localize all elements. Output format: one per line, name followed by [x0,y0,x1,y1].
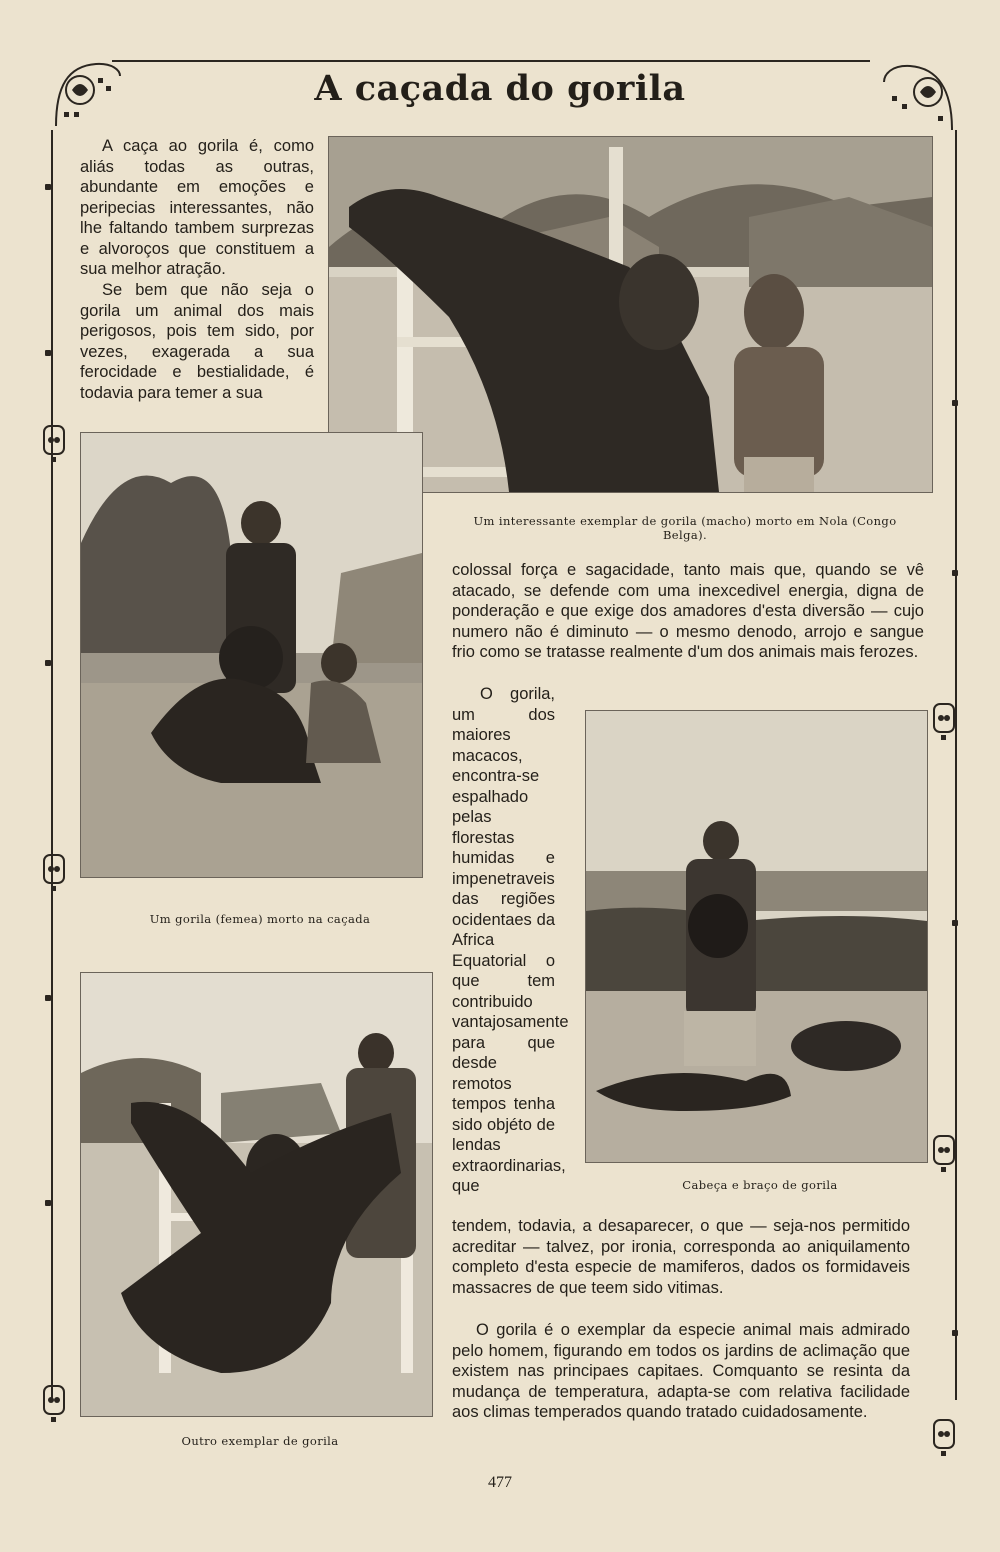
frame-dot [45,350,51,356]
photo-female-gorilla [80,432,423,878]
photo-female-gorilla-image [81,433,422,877]
side-ornament-icon [932,1134,956,1174]
corner-ornament-right-icon [872,56,958,136]
side-ornament-icon [42,424,66,464]
side-ornament-icon [42,1384,66,1424]
frame-dot [952,920,958,926]
corner-ornament-left-icon [50,56,126,132]
frame-right-rule [955,130,957,1400]
frame-dot [952,400,958,406]
article-title: A caçada do gorila [314,68,686,109]
frame-dot [952,570,958,576]
frame-dot [45,1200,51,1206]
photo-another-gorilla [80,972,433,1417]
paragraph-intro-2: Se bem que não seja o gorila um animal dos mais perigosos, pois tem sido, por vezes, exagerada a sua ferocidade e bestialidade, é todavia para temer a sua [80,281,314,402]
frame-dot [45,660,51,666]
paragraph-last: O gorila é o exemplar da especie animal mais admirado pelo homem, figurando em todos os jardins de aclimação que existem nas principaes capitaes. Comquanto se resinta da mudança de temperatura, adapta-se com relativa facilidade aos climas temperados quando tratado cuidadosamente. [452,1321,910,1421]
side-ornament-icon [932,702,956,742]
paragraph-narrow-column: O gorila, um dos maiores macacos, encontra-se espalhado pelas florestas humidas e impenetraveis das regiões ocidentaes da Africa Equatorial o que tem contribuido vantajosamente para que desde remotos tempos tenha sido objéto de lendas extraordinarias, que [452,685,569,1195]
frame-dot [45,995,51,1001]
side-ornament-icon [42,853,66,893]
frame-dot [45,184,51,190]
caption-photo2: Um gorila (femea) morto na caçada [149,912,371,926]
caption-photo4: Outro exemplar de gorila [181,1434,339,1448]
caption-photo3: Cabeça e braço de gorila [682,1178,838,1192]
paragraph-intro-1: A caça ao gorila é, como aliás todas as outras, abundante em emoções e peripecias interessantes, não lhe faltando tambem surprezas e alvoroços que constituem a sua melhor atração. [80,137,314,278]
photo-gorilla-head-arm [585,710,928,1163]
photo-another-gorilla-image [81,973,432,1416]
page-number: 477 [488,1474,512,1491]
paragraph-continuation: colossal força e sagacidade, tanto mais que, quando se vê atacado, se defende com uma inexcedivel energia, digna de ponderação e que exige dos amadores d'esta diversão — cujo numero não é diminuto — o mesmo denodo, arrojo e sangue frio como se tratasse realmente d'um dos animais mais ferozes. [452,561,924,661]
frame-left-rule [51,130,53,1400]
photo-gorilla-head-arm-image [586,711,927,1162]
frame-top-rule [112,60,870,62]
caption-photo1: Um interessante exemplar de gorila (macho) morto em Nola (Congo Belga). [473,514,897,542]
side-ornament-icon [932,1418,956,1458]
paragraph-wide-rest: tendem, todavia, a desaparecer, o que — seja-nos permitido acreditar — talvez, por ironia, corresponda ao aniquilamento completo d'esta especie de mamiferos, dados os formidaveis massacres de que teem sido vitimas. [452,1217,910,1297]
frame-dot [952,1330,958,1336]
